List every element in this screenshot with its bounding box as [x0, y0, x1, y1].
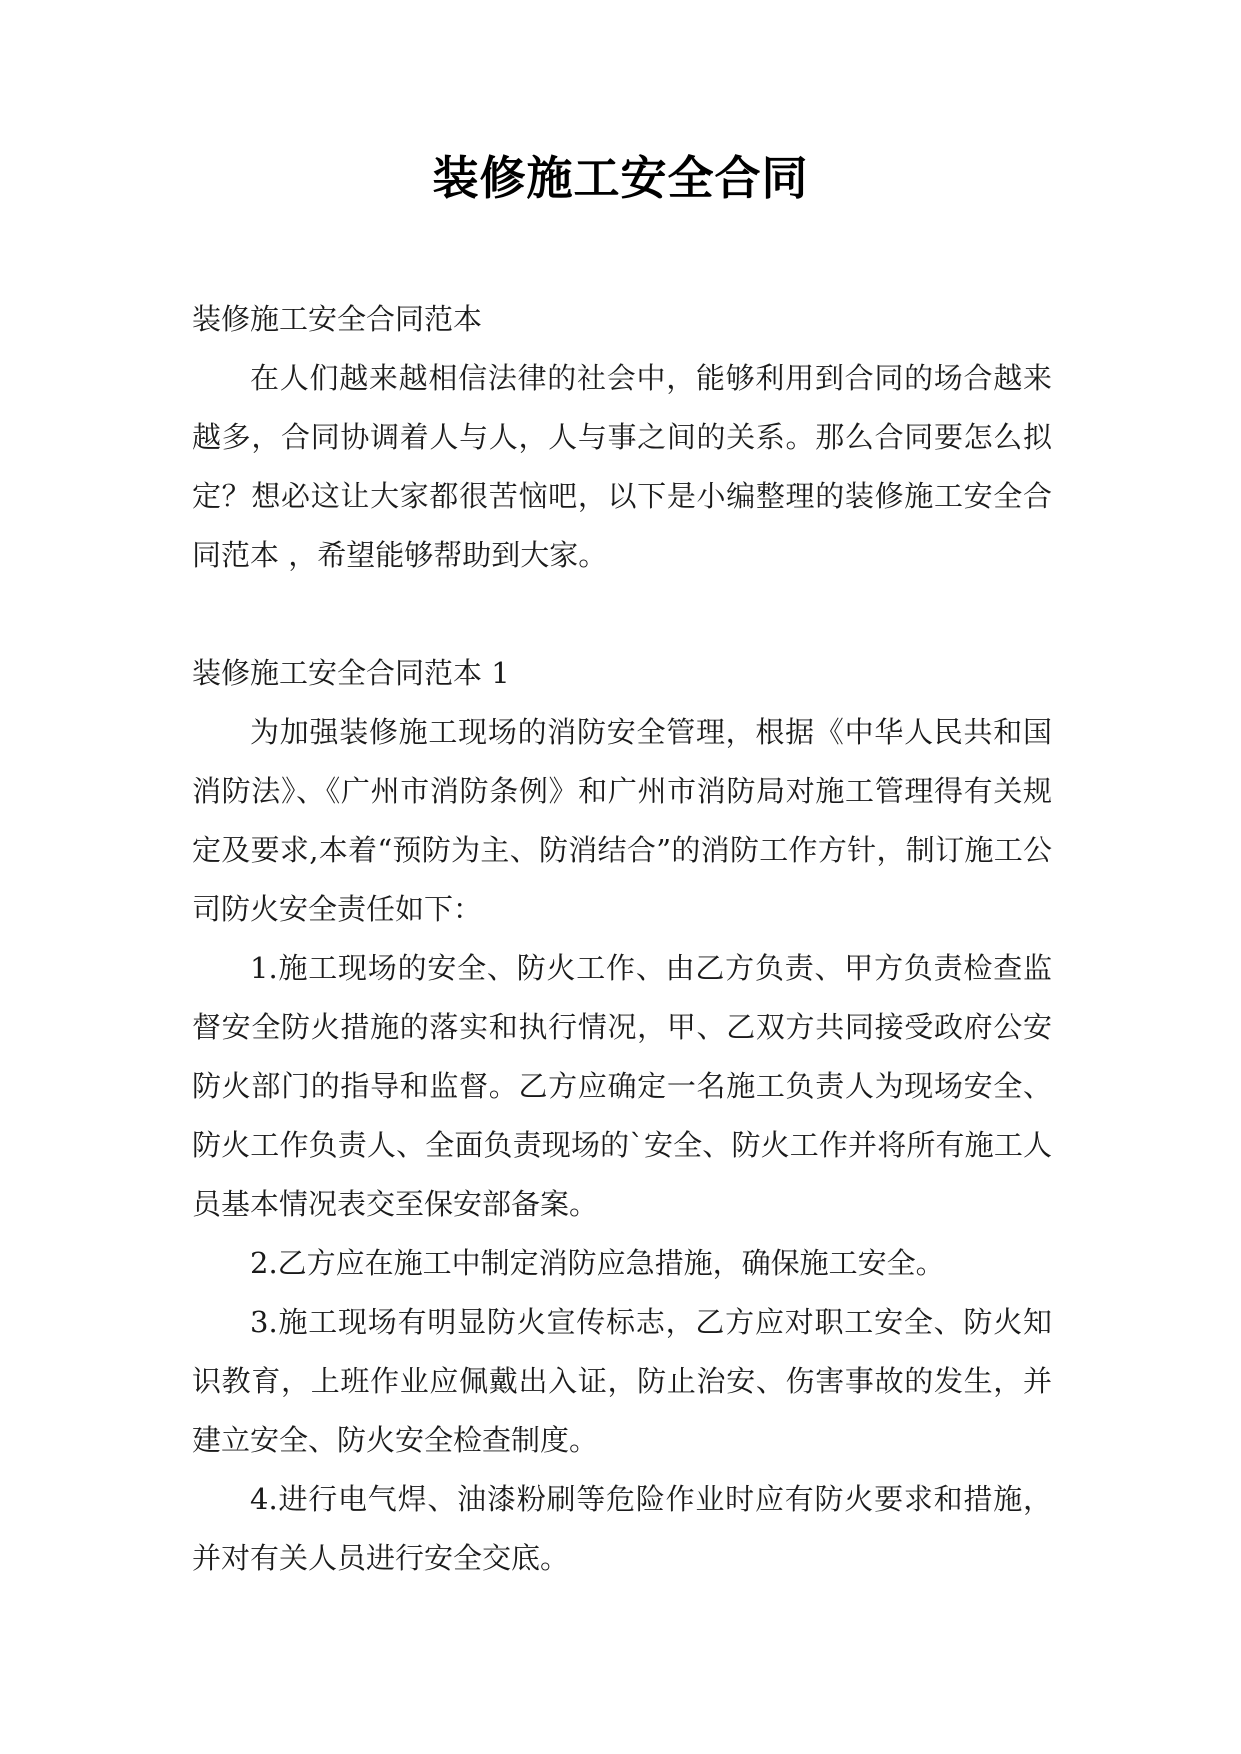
clause-1: 1.施工现场的安全、防火工作、由乙方负责、甲方负责检查监督安全防火措施的落实和执行情况，甲、乙双方共同接受政府公安防火部门的指导和监督。乙方应确定一名施工负责人为现场安全、防火工作负责人、全面负责现场的`安全、防火工作并将所有施工人员基本情况表交至保安部备案。: [192, 951, 1052, 1221]
section-heading: 装修施工安全合同范本: [192, 302, 483, 336]
paragraph-gap: [192, 585, 1052, 644]
section-heading-1: 装修施工安全合同范本 1: [192, 656, 510, 690]
document-title: 装修施工安全合同: [432, 151, 809, 205]
clause-3: 3.施工现场有明显防火宣传标志，乙方应对职工安全、防火知识教育，上班作业应佩戴出入证，防止治安、伤害事故的发生，并建立安全、防火安全检查制度。: [192, 1305, 1052, 1457]
document-body: [192, 290, 1052, 1588]
preamble-paragraph: 为加强装修施工现场的消防安全管理，根据《中华人民共和国消防法》、《广州市消防条例》和广州市消防局对施工管理得有关规定及要求,本着“预防为主、防消结合”的消防工作方针，制订施工公司防火安全责任如下：: [192, 715, 1052, 926]
clause-4: 4.进行电气焊、油漆粉刷等危险作业时应有防火要求和措施，并对有关人员进行安全交底。: [192, 1482, 1052, 1575]
intro-paragraph: 在人们越来越相信法律的社会中，能够利用到合同的场合越来越多，合同协调着人与人，人与事之间的关系。那么合同要怎么拟定？想必这让大家都很苦恼吧，以下是小编整理的装修施工安全合同范本 ，希望能够帮助到大家。: [192, 361, 1052, 572]
clause-2: 2.乙方应在施工中制定消防应急措施，确保施工安全。: [250, 1246, 945, 1280]
